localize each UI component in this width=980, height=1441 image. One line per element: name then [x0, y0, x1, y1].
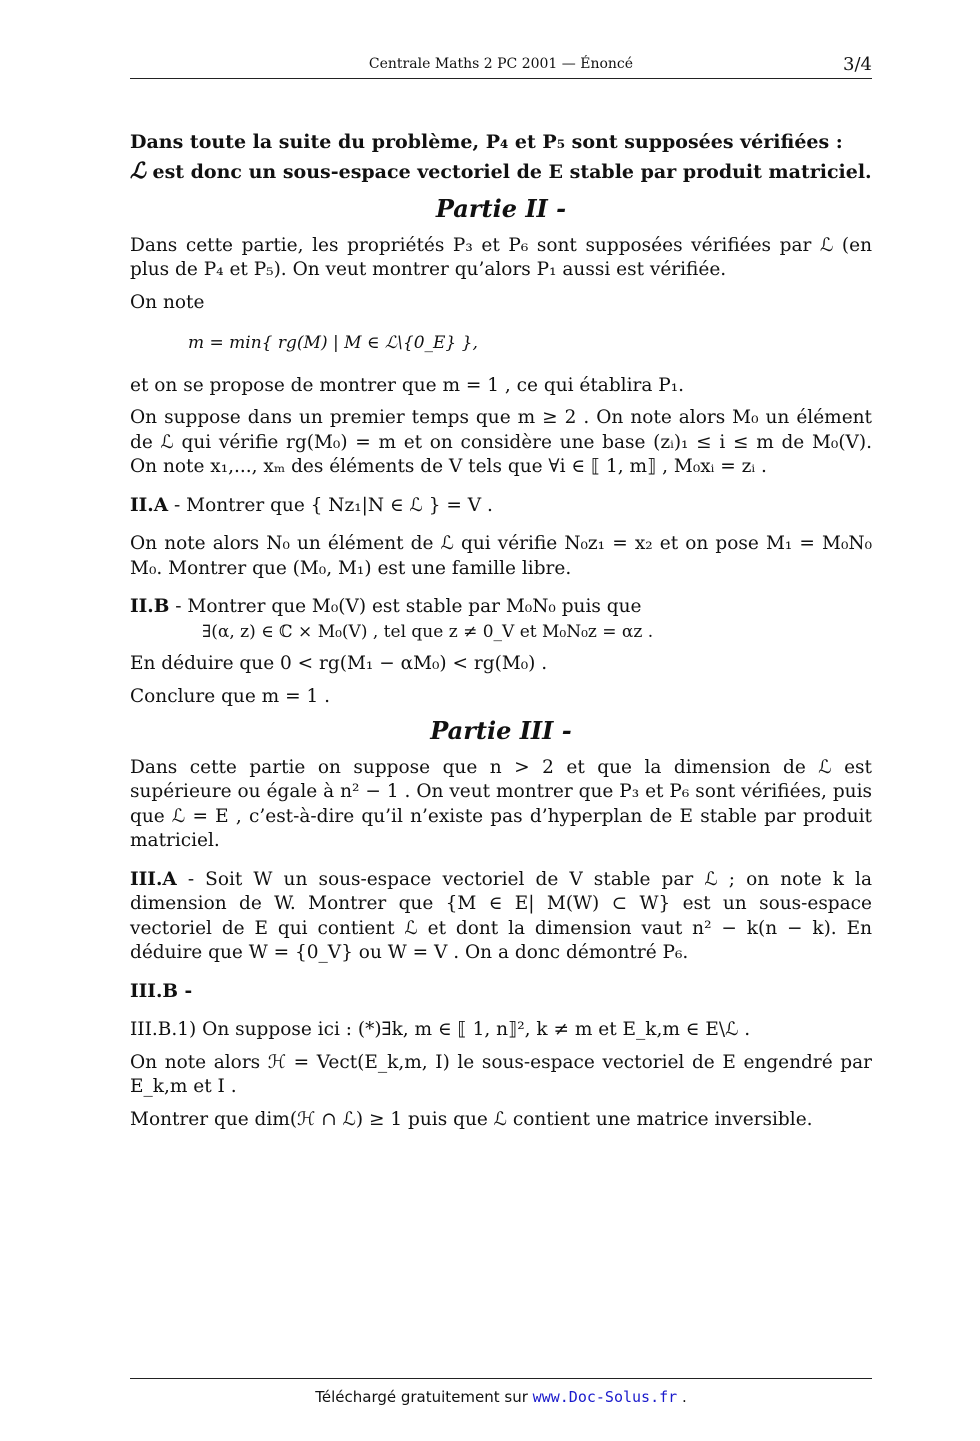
script-l-symbol: ℒ: [130, 158, 146, 184]
question-3a-label: III.A: [130, 868, 177, 890]
question-2a: [130, 494, 872, 519]
question-2b-text: - Montrer que M₀(V) est stable par M₀N₀ puis que: [169, 596, 642, 617]
page-footer: [130, 1388, 872, 1406]
question-3b-label: III.B -: [130, 980, 193, 1002]
footer-link[interactable]: www.Doc-Solus.fr: [532, 1388, 678, 1406]
footer-divider: [130, 1378, 872, 1379]
part-2-paragraph-2: On note: [130, 291, 205, 313]
question-2a-continued: On note alors N₀ un élément de ℒ qui vérifie N₀z₁ = x₂ et on pose M₁ = M₀N₀ M₀. Montrer que (M₀, M₁) est une famille libre.: [130, 533, 872, 579]
question-3b1: III.B.1) On suppose ici : (*)∃k, m ∈ ⟦ 1, n⟧², k ≠ m et E_k,m ∈ E\ℒ .: [130, 1019, 751, 1040]
intro-line-1: Dans toute la suite du problème, P₄ et P₅ sont supposées vérifiées :: [130, 131, 843, 153]
question-2b: [130, 595, 872, 620]
question-3b1-task: Montrer que dim(ℋ ∩ ℒ) ≥ 1 puis que ℒ contient une matrice inversible.: [130, 1108, 813, 1130]
document-body: [130, 128, 872, 1132]
page-header: [130, 54, 872, 79]
part-3-title: Partie III -: [430, 716, 572, 745]
footer-end: .: [677, 1388, 687, 1406]
question-2b-conclude: Conclure que m = 1 .: [130, 685, 330, 707]
formula-min-rank: m = min{ rg(M) | M ∈ ℒ\{0_E} },: [188, 333, 478, 353]
intro-line-2: [130, 157, 872, 187]
part-3-paragraph-1: Dans cette partie on suppose que n > 2 et que la dimension de ℒ est supérieure ou égale à n² − 1 . On veut montrer que P₃ et P₆ sont vérifiées, puis que ℒ = E , c’est-à-dire qu’il n’existe pas d’hyperplan de E stable par produit matriciel.: [130, 756, 872, 851]
part-2-paragraph-1: Dans cette partie, les propriétés P₃ et P₆ sont supposées vérifiées par ℒ (en plus de P₄ et P₅). On veut montrer qu’alors P₁ aussi est vérifiée.: [130, 234, 872, 280]
question-2b-label: II.B: [130, 596, 170, 617]
page-number: 3/4: [843, 54, 872, 75]
question-3a: [130, 868, 872, 966]
header-title: Centrale Maths 2 PC 2001 — Énoncé: [368, 56, 634, 72]
question-2b-deduce: En déduire que 0 < rg(M₁ − αM₀) < rg(M₀) .: [130, 653, 548, 674]
part-2-title: Partie II -: [435, 194, 567, 223]
question-2a-label: II.A: [130, 494, 169, 516]
question-3a-text: - Soit W un sous-espace vectoriel de V stable par ℒ ; on note k la dimension de W. Montrer que {M ∈ E| M(W) ⊂ W} est un sous-espace vectoriel de E qui contient ℒ et dont la dimension vaut n² − k(n − k). En déduire que W = {0_V} ou W = V . On a donc démontré P₆.: [130, 868, 872, 963]
intro-line-2-text: est donc un sous-espace vectoriel de E stable par produit matriciel.: [145, 161, 872, 183]
part-2-paragraph-4: On suppose dans un premier temps que m ≥ 2 . On note alors M₀ un élément de ℒ qui vérifie rg(M₀) = m et on considère une base (zᵢ)₁ ≤ i ≤ m de M₀(V). On note x₁,..., xₘ des éléments de V tels que ∀i ∈ ⟦ 1, m⟧ , M₀xᵢ = zᵢ .: [130, 407, 872, 477]
formula-eigen: ∃(α, z) ∈ ℂ × M₀(V) , tel que z ≠ 0_V et M₀N₀z = αz .: [202, 621, 654, 642]
question-2a-text: - Montrer que { Nz₁|N ∈ ℒ } = V .: [168, 494, 493, 516]
question-3b1-note: On note alors ℋ = Vect(E_k,m, I) le sous-espace vectoriel de E engendré par E_k,m et I .: [130, 1051, 872, 1097]
part-2-paragraph-3: et on se propose de montrer que m = 1 , ce qui établira P₁.: [130, 374, 684, 396]
footer-text: Téléchargé gratuitement sur: [315, 1388, 533, 1406]
